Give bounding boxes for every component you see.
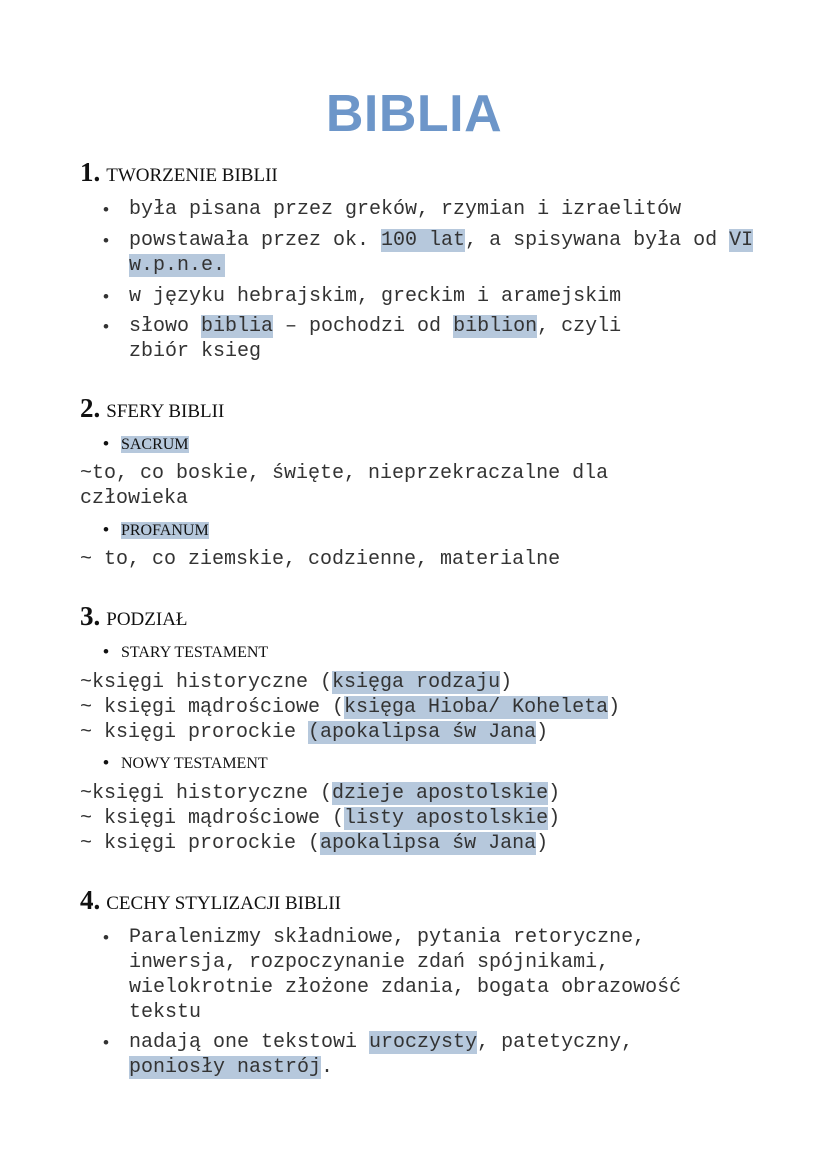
list-item: • NOWY TESTAMENT [103,753,268,772]
highlight: VI w.p.n.e. [129,229,754,277]
list-item: • STARY TESTAMENT [103,642,269,661]
section-4-heading [80,885,341,916]
highlight: księga Hioba/ Koheleta [344,696,609,719]
bullet-icon: • [103,520,109,539]
description-line: ~to, co boskie, święte, nieprzekraczalne dla człowieka [80,462,609,510]
highlight: dzieje apostolskie [332,782,549,805]
section-title: SFERY BIBLII [106,401,225,422]
list-item: • Paralenizmy składniowe, pytania retoryczne, inwersja, rozpoczynanie zdań spójnikami, wielokrotnie złożone zdania, bogata obrazowość tekstu [103,926,682,1024]
description-line: ~ księgi prorockie (apokalipsa św Jana) [80,721,549,744]
section-number: 2. [80,393,101,423]
description-line: ~księgi historyczne (księga rodzaju) [80,671,513,694]
description-line: ~ księgi prorockie (apokalipsa św Jana) [80,832,549,855]
highlight: księga rodzaju [332,671,501,694]
list-item [103,518,209,543]
section-2-heading [80,393,224,424]
section-title: CECHY STYLIZACJI BIBLII [106,893,341,914]
bullet-icon: • [103,642,109,661]
highlight: uroczysty [369,1031,478,1054]
highlight: listy apostolskie [344,807,549,830]
list-item: • powstawała przez ok. 100 lat, a spisywana była od VI w.p.n.e. [103,229,754,277]
highlight: biblia [201,315,274,338]
bullet-icon: • [103,1033,109,1052]
section-3-heading [80,601,188,632]
section-number: 1. [80,157,101,187]
list-item: • nadają one tekstowi uroczysty, patetyczny, poniosły nastrój. [103,1031,634,1079]
bullet-icon: • [103,200,109,219]
bullet-icon: • [103,434,109,453]
section-1-heading [80,157,278,188]
highlight: poniosły nastrój [129,1056,322,1079]
highlight: 100 lat [381,229,466,252]
document-title: BIBLIA [325,85,503,143]
section-title: PODZIAŁ [106,609,188,630]
section-number: 3. [80,601,101,631]
highlight: PROFANUM [120,522,209,539]
list-item: • słowo biblia – pochodzi od biblion, czyli zbiór ksieg [103,315,622,363]
list-item: • w języku hebrajskim, greckim i aramejskim [103,285,622,308]
highlight: apokalipsa św Jana [320,832,537,855]
bullet-icon: • [103,287,109,306]
description-line: ~ księgi mądrościowe (księga Hioba/ Koheleta) [80,696,621,719]
description-line: ~księgi historyczne (dzieje apostolskie) [80,782,561,805]
highlight: (apokalipsa św Jana [308,721,537,744]
bullet-icon: • [103,317,109,336]
bullet-icon: • [103,231,109,250]
list-item: • była pisana przez greków, rzymian i izraelitów [103,198,682,221]
section-title: TWORZENIE BIBLII [106,165,278,186]
description-line: ~ to, co ziemskie, codzienne, materialne [80,548,561,571]
section-number: 4. [80,885,101,915]
bullet-icon: • [103,928,109,947]
description-line: ~ księgi mądrościowe (listy apostolskie) [80,807,561,830]
bullet-icon: • [103,753,109,772]
highlight: SACRUM [120,436,189,453]
list-item [103,432,189,457]
highlight: biblion [453,315,538,338]
